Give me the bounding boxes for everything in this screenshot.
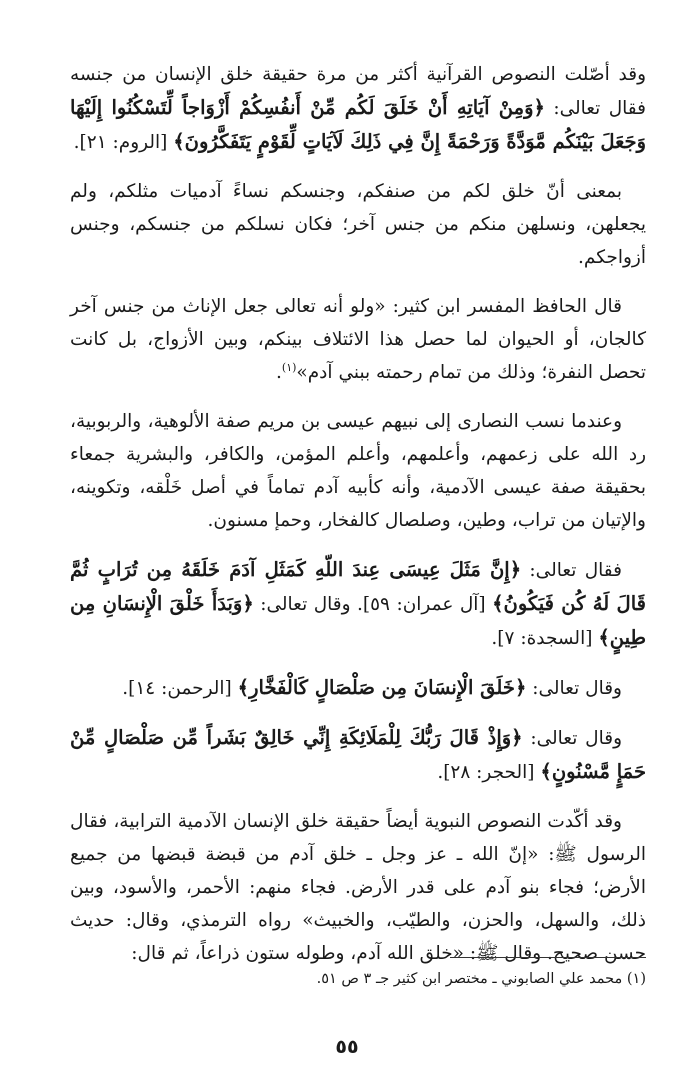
quran-verse-rahman-14: ﴿خَلَقَ الْإِنسَانَ مِن صَلْصَالٍ كَالْفَخَّارِ﴾ bbox=[237, 676, 527, 699]
ibn-kathir-quote: قال الحافظ المفسر ابن كثير: «ولو أنه تعالى جعل الإناث من جنس آخر كالجان، أو الحيوان لما حصل هذا الائتلاف بينكم، وبين الأزواج، بل كانت تحصل النفرة؛ وذلك من تمام رحمته ببني آدم» bbox=[70, 296, 646, 383]
page-number: ٥٥ bbox=[335, 1036, 359, 1058]
paragraph-3-end: . bbox=[276, 362, 282, 383]
paragraph-1-intro: وقد أصّلت النصوص القرآنية أكثر من مرة حقيقة خلق الإنسان من جنسه فقال تعالى: bbox=[70, 64, 646, 119]
paragraph-2: بمعنى أنّ خلق لكم من صنفكم، وجنسكم نساءً آدميات مثلكم، ولم يجعلهن، ونسلهن منكم من جنس آخر؛ فكان نسلكم من جنسكم، وجنس أزواجكم. bbox=[70, 181, 646, 268]
paragraph-1 bbox=[70, 58, 646, 159]
paragraph-6-intro: وقال تعالى: bbox=[526, 678, 622, 699]
verse-reference: [السجدة: ٧]. bbox=[491, 628, 599, 649]
paragraph-3 bbox=[70, 290, 646, 389]
main-text bbox=[70, 58, 646, 986]
paragraph-5-intro: فقال تعالى: bbox=[521, 560, 622, 581]
verse-reference: [آل عمران: ٥٩]. وقال تعالى: bbox=[253, 594, 493, 615]
quran-verse-al-imran-59: ﴿إِنَّ مَثَلَ عِيسَى عِندَ اللّهِ كَمَثَلِ آدَمَ خَلَقَهُ مِن تُرَابٍ ثُمَّ قَالَ لَهُ كُن فَيَكُونُ﴾ bbox=[70, 558, 646, 615]
paragraph-7-intro: وقال تعالى: bbox=[522, 728, 622, 749]
quran-verse-sajda-7: ﴿وَبَدَأَ خَلْقَ الْإِنسَانِ مِن طِينٍ﴾ bbox=[70, 592, 646, 649]
verse-reference: [الروم: ٢١]. bbox=[73, 132, 174, 153]
paragraph-5 bbox=[70, 553, 646, 655]
verse-reference: [الرحمن: ١٤]. bbox=[122, 678, 238, 699]
footnote: (١) محمد علي الصابوني ـ مختصر ابن كثير جـ ٣ ص ٥١. bbox=[316, 971, 646, 987]
paragraph-6 bbox=[70, 671, 646, 705]
verse-reference: [الحجر: ٢٨]. bbox=[437, 762, 541, 783]
paragraph-8: وقد أكّدت النصوص النبوية أيضاً حقيقة خلق الإنسان الآدمية الترابية، فقال الرسول ﷺ: «إنّ الله ـ عز وجل ـ خلق آدم من قبضة قبضها من جميع الأرض؛ فجاء بنو آدم على قدر الأرض. فجاء منهم: الأحمر، والأسود، وبين ذلك، والسهل، والحزن، والطيّب، والخبيث» رواه الترمذي، وقال: حديث حسن صحيح. وقال ﷺ: «خلق الله آدم، وطوله ستون ذراعاً، ثم قال: bbox=[70, 811, 646, 964]
paragraph-4: وعندما نسب النصارى إلى نبيهم عيسى بن مريم صفة الألوهية، والربوبية، رد الله على زعمهم، وأعلمهم، وأعلم المؤمن، والكافر، والبشرية جمعاء بحقيقة صفة عيسى الآدمية، وأنه كأبيه آدم تماماً في أصل خَلْقه، وتكوينه، والإتيان من تراب، وطين، وصلصال كالفخار، وحمإ مسنون. bbox=[70, 411, 646, 531]
paragraph-7 bbox=[70, 721, 646, 789]
quran-verse-rum-21: ﴿وَمِنْ آيَاتِهِ أَنْ خَلَقَ لَكُم مِّنْ أَنفُسِكُمْ أَزْوَاجاً لِّتَسْكُنُوا إِلَيْهَا وَجَعَلَ بَيْنَكُم مَّوَدَّةً وَرَحْمَةً إِنَّ فِي ذَلِكَ لَآيَاتٍ لِّقَوْمٍ يَتَفَكَّرُونَ﴾ bbox=[70, 96, 646, 153]
footnote-marker: (١) bbox=[281, 360, 297, 374]
footnote-divider bbox=[450, 957, 646, 958]
quran-verse-hijr-28: ﴿وَإِذْ قَالَ رَبُّكَ لِلْمَلَائِكَةِ إِنِّي خَالِقٌ بَشَراً مِّن صَلْصَالٍ مِّنْ حَمَإٍ مَّسْنُونٍ﴾ bbox=[70, 726, 646, 783]
